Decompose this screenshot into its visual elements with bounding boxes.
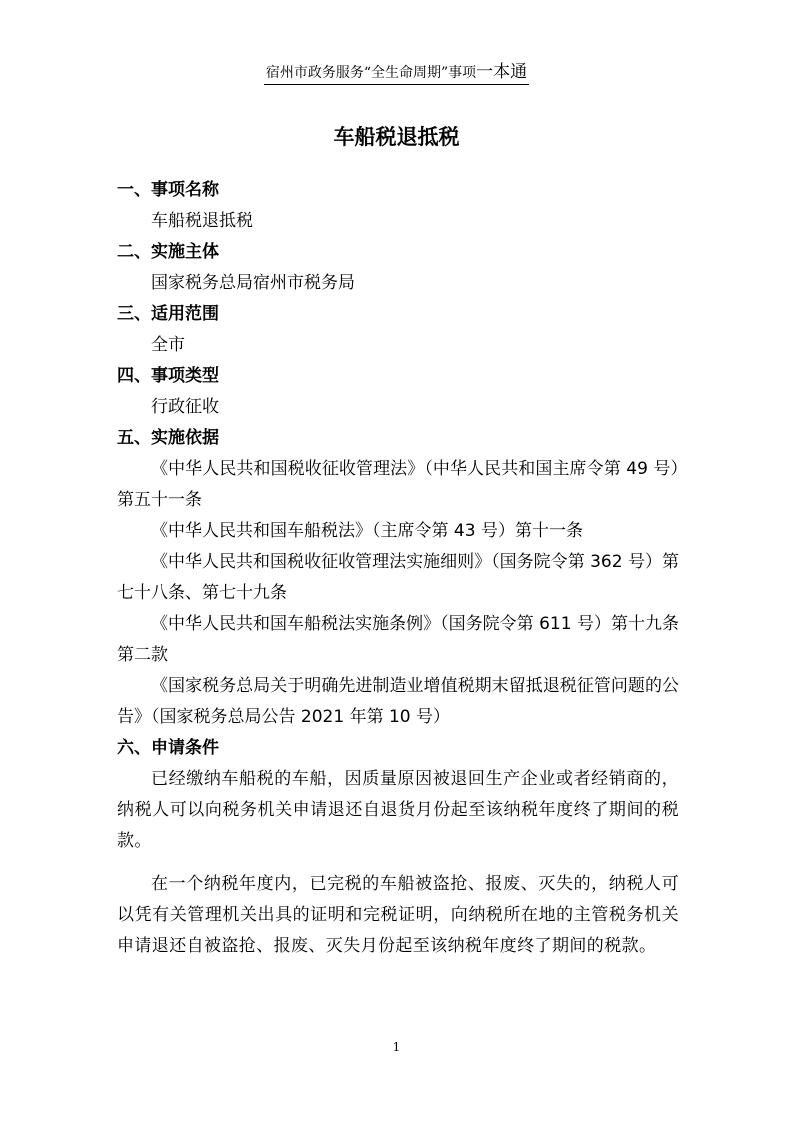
header-line xyxy=(264,62,529,85)
section-body-item-type: 行政征收 xyxy=(151,397,219,417)
header-prefix: 宿州市政务服务“全生命周期”事项 xyxy=(265,65,477,81)
paragraph-gap xyxy=(117,857,679,869)
legal-basis-item: 《中华人民共和国税收征收管理法》（中华人民共和国主席令第 49 号）第五十一条 xyxy=(117,459,679,510)
section-body-scope: 全市 xyxy=(151,335,185,355)
document-body xyxy=(117,175,679,962)
condition-paragraph: 在一个纳税年度内，已完税的车船被盗抢、报废、灭失的，纳税人可以凭有关管理机关出具的证明和完税证明，向纳税所在地的主管税务机关申请退还自被盗抢、报废、灭失月份起至该纳税年度终了期间的税款。 xyxy=(117,874,679,956)
legal-basis-item: 《中华人民共和国车船税法实施条例》（国务院令第 611 号）第十九条第二款 xyxy=(117,614,679,665)
section-heading-implementing-body: 二、实施主体 xyxy=(117,242,219,262)
condition-paragraph: 已经缴纳车船税的车船，因质量原因被退回生产企业或者经销商的，纳税人可以向税务机关申请退还自退货月份起至该纳税年度终了期间的税款。 xyxy=(117,769,679,851)
section-heading-legal-basis: 五、实施依据 xyxy=(117,428,219,448)
section-body-item-name: 车船税退抵税 xyxy=(151,211,253,231)
section-body-implementing-body: 国家税务总局宿州市税务局 xyxy=(151,273,355,293)
section-heading-item-name: 一、事项名称 xyxy=(117,180,219,200)
legal-basis-item: 《中华人民共和国税收征收管理法实施细则》（国务院令第 362 号）第七十八条、第七十九条 xyxy=(117,552,679,603)
section-heading-item-type: 四、事项类型 xyxy=(117,366,219,386)
legal-basis-item: 《国家税务总局关于明确先进制造业增值税期末留抵退税征管问题的公告》（国家税务总局公告 2021 年第 10 号） xyxy=(117,676,679,727)
section-heading-application-conditions: 六、申请条件 xyxy=(117,738,219,758)
section-heading-scope: 三、适用范围 xyxy=(117,304,219,324)
page-number: 1 xyxy=(392,1040,401,1054)
page-header xyxy=(0,62,793,85)
document-title: 车船税退抵税 xyxy=(333,125,460,149)
header-suffix: 一本通 xyxy=(476,62,528,82)
legal-basis-item: 《中华人民共和国车船税法》（主席令第 43 号）第十一条 xyxy=(151,521,583,541)
